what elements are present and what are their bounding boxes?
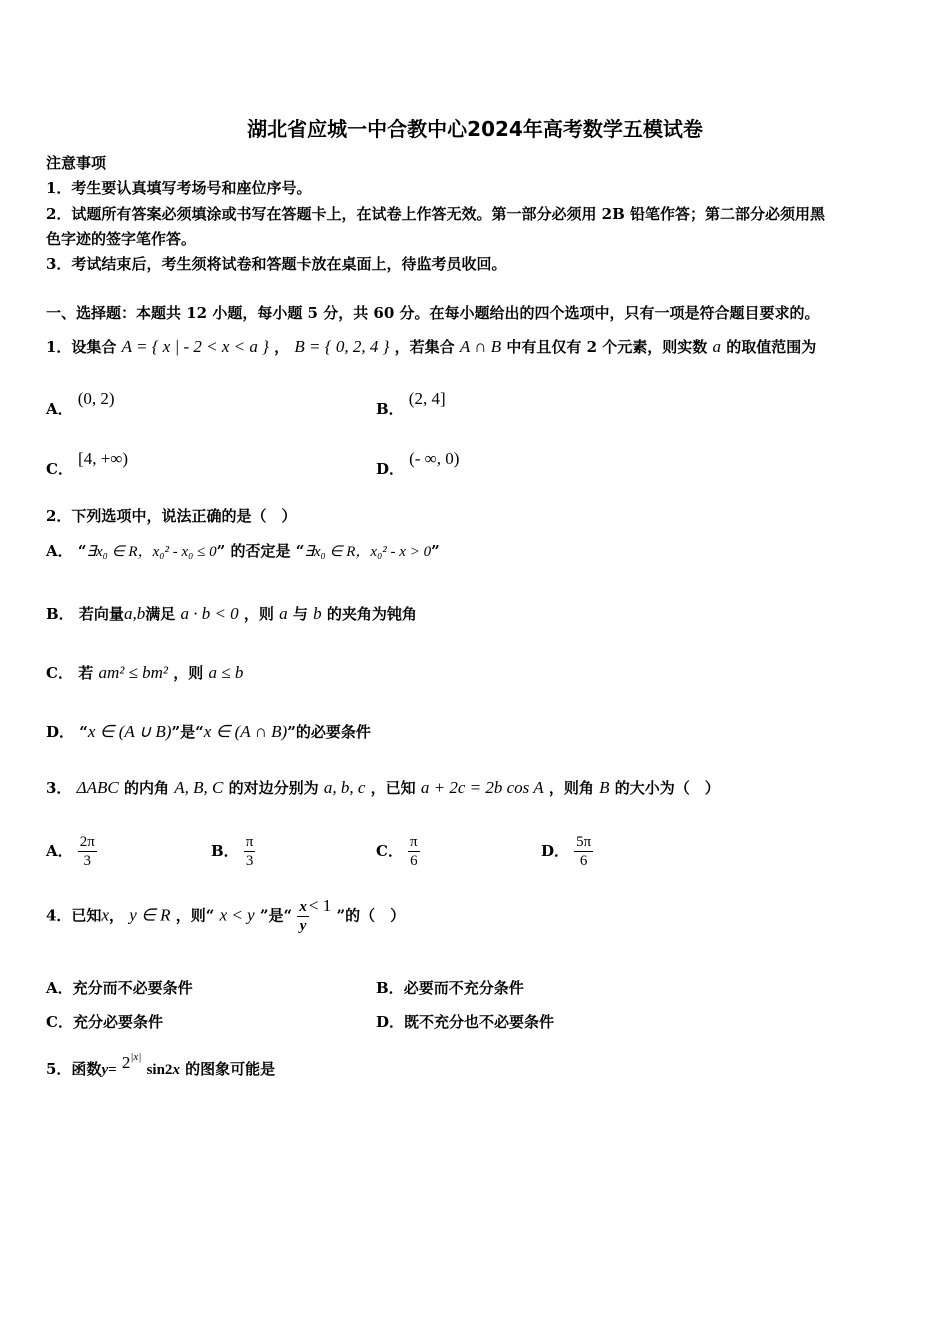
- option-math: a ≤ b: [208, 663, 244, 682]
- q3-text: 的内角: [124, 779, 170, 797]
- quote-mark: “: [295, 542, 305, 560]
- q3-option-c: [376, 833, 420, 870]
- q3-option-a: [46, 833, 97, 870]
- section-heading: 一、选择题：本题共 12 小题，每小题 5 分，共 60 分。在每小题给出的四个选项中，只有一项是符合题目要求的。: [46, 304, 820, 322]
- fraction-numerator: x: [299, 899, 307, 915]
- q1-text: ，若集合: [394, 338, 455, 356]
- option-math: a · b < 0: [180, 604, 239, 623]
- option-math: ∃x₀ ∈ R，x₀² - x > 0: [304, 544, 432, 560]
- q4-option-c: [46, 1011, 163, 1032]
- option-text: 的夹角为钝角: [326, 605, 417, 623]
- quote-mark: “: [77, 542, 87, 560]
- option-math: x ∈ (A ∪ B): [87, 722, 172, 741]
- option-math: (- ∞, 0): [409, 449, 460, 468]
- option-text: 必要而不充分条件: [403, 979, 524, 997]
- option-text: 若向量: [78, 605, 124, 623]
- fraction-denominator: 6: [410, 853, 418, 869]
- q3-text: 的对边分别为: [228, 779, 319, 797]
- question-5: [46, 1051, 276, 1079]
- option-label: D．: [541, 842, 570, 860]
- option-math: am² ≤ bm²: [98, 663, 169, 682]
- q1-text: 的取值范围为: [726, 338, 817, 356]
- option-fraction: [574, 833, 593, 870]
- q5-base: 2: [121, 1053, 131, 1072]
- q3-text: ，则角: [548, 779, 594, 797]
- option-label: B．: [46, 605, 74, 623]
- option-label: D．: [376, 460, 405, 478]
- question-4: [46, 895, 406, 935]
- q3-option-b: [211, 833, 255, 870]
- notice-item: 1．考生要认真填写考场号和座位序号。: [46, 179, 312, 197]
- q5-text: 的图象可能是: [185, 1060, 276, 1078]
- option-label: B．: [211, 842, 239, 860]
- option-text: ，则: [243, 605, 274, 623]
- q1-option-b: [376, 388, 446, 418]
- option-label: C．: [376, 842, 403, 860]
- option-text: 充分必要条件: [72, 1013, 163, 1031]
- q4-option-d: [376, 1011, 554, 1032]
- q1-text: 中有且仅有 2 个元素，则实数: [506, 338, 708, 356]
- option-text: 满足: [145, 605, 176, 623]
- q2-option-c: [46, 662, 243, 683]
- fraction-denominator: 3: [83, 853, 92, 869]
- page-title: 湖北省应城一中合教中心2024年高考数学五模试卷: [247, 117, 703, 141]
- option-label: A．: [46, 542, 73, 560]
- quote-mark: “: [79, 723, 88, 741]
- option-math: [4, +∞): [78, 449, 129, 468]
- q5-sin: sin2: [146, 1062, 173, 1078]
- q4-text: 4．已知: [46, 906, 102, 925]
- option-math: a: [279, 604, 288, 623]
- q1-var: a: [712, 337, 721, 356]
- notice-item: 色字迹的签字笔作答。: [46, 230, 197, 248]
- q1-intersection: A ∩ B: [459, 337, 502, 356]
- option-label: C．: [46, 460, 73, 478]
- option-label: D．: [376, 1013, 405, 1031]
- q3-triangle: ΔABC: [76, 778, 119, 797]
- q5-equals: =: [108, 1062, 117, 1078]
- option-text: 既不充分也不必要条件: [404, 1013, 555, 1031]
- q1-text: 1．设集合: [46, 338, 117, 356]
- option-label: D．: [46, 723, 75, 741]
- quote-mark: ”: [287, 723, 296, 741]
- question-1: [46, 336, 816, 357]
- q4-option-b: [376, 977, 524, 998]
- q4-condition: y ∈ R: [129, 905, 171, 925]
- option-text: 的必要条件: [295, 723, 371, 741]
- option-math: (2, 4]: [408, 389, 446, 408]
- q3-text: ，已知: [370, 779, 416, 797]
- option-text: 充分而不必要条件: [72, 979, 193, 997]
- option-label: C．: [46, 664, 73, 682]
- q3-angle-b: B: [599, 778, 610, 797]
- fraction-denominator: 6: [579, 853, 588, 869]
- q4-option-a: [46, 977, 193, 998]
- option-text: 若: [78, 664, 94, 682]
- q3-equation: a + 2c = 2b cos A: [420, 778, 544, 797]
- q4-text: ”的（ ）: [336, 906, 406, 925]
- q2-option-a: [46, 540, 440, 561]
- fraction-numerator: 2π: [79, 834, 95, 850]
- option-fraction: [244, 833, 256, 870]
- option-label: A．: [46, 979, 73, 997]
- notice-heading: 注意事项: [46, 154, 107, 172]
- q1-option-d: [376, 448, 460, 478]
- q5-text: 5．函数: [46, 1060, 102, 1078]
- option-text: 的否定是: [230, 542, 291, 560]
- option-math: (0, 2): [77, 389, 115, 408]
- option-text: 是: [180, 723, 196, 741]
- quote-mark: “: [195, 723, 204, 741]
- option-label: A．: [46, 400, 73, 418]
- q2-option-d: [46, 721, 371, 742]
- q4-text: ，则“: [175, 906, 215, 925]
- q4-condition: x < y: [219, 905, 255, 925]
- notice-item: 2．试题所有答案必须填涂或书写在答题卡上，在试卷上作答无效。第一部分必须用 2B 铅笔作答；第二部分必须用黑: [46, 205, 826, 223]
- q4-text: ，: [108, 906, 124, 925]
- q5-var-x: x: [172, 1062, 180, 1078]
- quote-mark: ”: [216, 542, 226, 560]
- q1-set-b: B = { 0, 2, 4 }: [294, 337, 390, 356]
- q1-option-a: [46, 388, 115, 418]
- q2-option-b: [46, 603, 417, 624]
- option-text: ，则: [173, 664, 204, 682]
- fraction-denominator: y: [299, 918, 307, 934]
- q3-number: 3．: [46, 779, 72, 797]
- q1-option-c: [46, 448, 129, 478]
- option-math: a,b: [123, 604, 146, 623]
- option-label: C．: [46, 1013, 73, 1031]
- q3-option-d: [541, 833, 593, 870]
- q3-angles: A, B, C: [174, 778, 224, 797]
- question-2: 2．下列选项中，说法正确的是（ ）: [46, 507, 297, 525]
- q4-fraction: [297, 898, 309, 935]
- option-math: x ∈ (A ∩ B): [203, 722, 288, 741]
- option-text: 与: [292, 605, 308, 623]
- q3-text: 的大小为（ ）: [614, 779, 720, 797]
- fraction-numerator: π: [410, 834, 418, 850]
- option-fraction: [78, 833, 97, 870]
- option-label: A．: [46, 842, 73, 860]
- option-math: b: [313, 604, 322, 623]
- fraction-numerator: 5π: [576, 834, 592, 850]
- quote-mark: ”: [171, 723, 181, 741]
- q4-inequality: < 1: [308, 895, 332, 915]
- option-math: ∃x₀ ∈ R，x₀² - x₀ ≤ 0: [86, 544, 217, 560]
- option-label: B．: [376, 400, 404, 418]
- q3-sides: a, b, c: [323, 778, 366, 797]
- option-label: B．: [376, 979, 404, 997]
- q5-exponent: |x|: [130, 1051, 142, 1063]
- q5-var-y: y: [101, 1062, 109, 1078]
- fraction-numerator: π: [245, 834, 254, 850]
- q4-text: ”是“: [259, 906, 293, 925]
- q1-comma: ，: [274, 338, 290, 356]
- notice-item: 3．考试结束后，考生须将试卷和答题卡放在桌面上，待监考员收回。: [46, 255, 507, 273]
- question-3: [46, 777, 720, 798]
- fraction-denominator: 3: [245, 853, 254, 869]
- q4-var-x: x: [101, 905, 109, 925]
- quote-mark: ”: [431, 542, 440, 560]
- option-fraction: [408, 833, 420, 870]
- q1-set-a: A = { x | - 2 < x < a }: [121, 337, 269, 356]
